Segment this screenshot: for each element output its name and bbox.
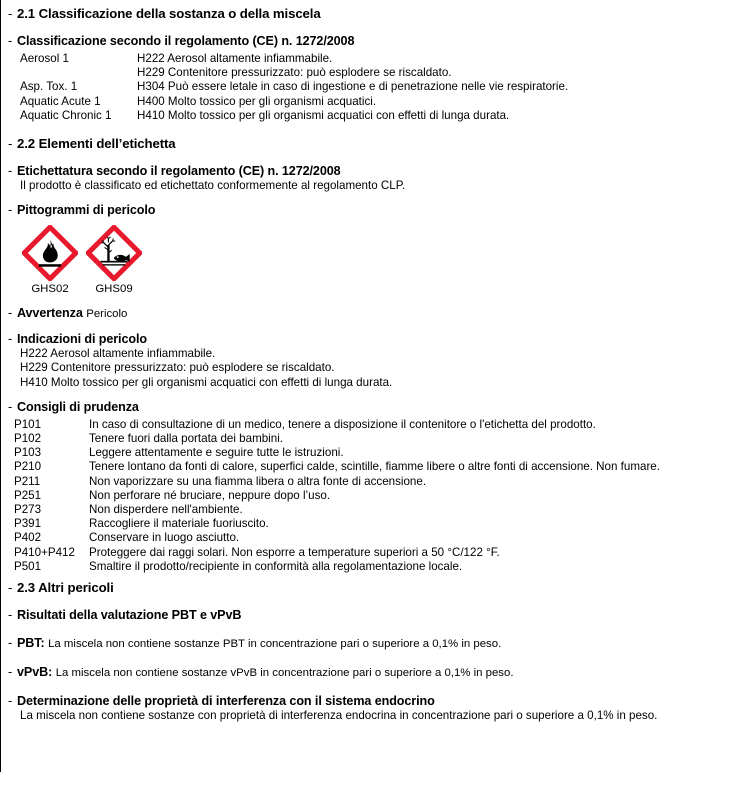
heading-pbt-assessment [0,608,745,623]
hazard-statement-cell: H304 Può essere letale in caso di ingestione e di penetrazione nelle vie respiratorie. [137,80,569,94]
precautionary-code-cell: P501 [14,559,42,573]
pbt-row [0,636,745,652]
heading-labelling-label: Etichettatura secondo il regolamento (CE) n. 1272/2008 [17,164,341,179]
vpvb-value: La miscela non contiene sostanze vPvB in concentrazione pari o superiore a 0,1% in peso. [55,667,514,680]
dash-bullet-icon: - [8,694,13,709]
dash-bullet-icon: - [8,6,13,21]
precautionary-text-cell: Non disperdere nell'ambiente. [89,503,243,517]
precautionary-text-cell: Leggere attentamente e seguire tutte le istruzioni. [89,446,344,460]
precautionary-code-cell: P210 [14,460,42,474]
hazard-class-cell [20,66,137,80]
precautionary-code-cell: P273 [14,503,42,517]
spacer [0,151,745,164]
hazard-class-cell: Aquatic Acute 1 [20,94,101,108]
precautionary-code-cell: P251 [14,488,42,502]
hazard-statement-cell: H410 Molto tossico per gli organismi acquatici con effetti di lunga durata. [137,108,510,122]
heading-section-2-3-label: 2.3 Altri pericoli [17,580,114,596]
heading-pbt-assessment-label: Risultati della valutazione PBT e vPvB [17,608,242,623]
precautionary-code-cell: P102 [14,432,42,446]
heading-section-2-1-label: 2.1 Classificazione della sostanza o della miscela [17,6,321,21]
pictogram-code-label: GHS02 [31,283,69,296]
pictogram-ghs02 [22,225,78,296]
signal-word-label: Avvertenza [17,306,83,321]
table-row [14,446,709,460]
table-row [14,531,709,545]
heading-pictograms [0,203,745,218]
heading-classification-label: Classificazione secondo il regolamento (CE) n. 1272/2008 [17,34,355,48]
spacer [0,623,745,636]
precautionary-text-cell: Tenere lontano da fonti di calore, superfici calde, scintille, fiamme libere o altre fonti di accensione. Non fumare. [89,460,660,474]
dash-bullet-icon: - [8,203,13,218]
dash-bullet-icon: - [8,665,13,680]
heading-section-2-1 [0,6,745,21]
heading-hazard-statements-label: Indicazioni di pericolo [17,332,147,347]
spacer [0,193,745,203]
spacer [0,681,745,694]
table-row [14,489,709,503]
signal-word-value: Pericolo [86,308,128,321]
precautionary-code-cell: P103 [14,446,42,460]
dash-bullet-icon: - [8,136,13,152]
heading-section-2-2 [0,136,745,151]
spacer [0,296,745,306]
hazard-statement-line: H229 Contenitore pressurizzato: può esplodere se riscaldato. [20,361,335,375]
vpvb-label: vPvB: [17,665,53,680]
pictogram-ghs09 [86,225,142,296]
precautionary-text-cell: Smaltire il prodotto/recipiente in conformità alla regolamentazione locale. [89,559,463,573]
heading-section-2-2-label: 2.2 Elementi dell’etichetta [17,136,176,152]
heading-precautionary-statements [0,400,745,415]
heading-classification [0,34,745,49]
table-row [14,475,709,489]
heading-pictograms-label: Pittogrammi di pericolo [17,203,156,218]
table-row [14,503,709,517]
dash-bullet-icon: - [8,34,13,48]
table-row [20,52,697,66]
table-row [14,546,709,560]
precautionary-code-cell: P402 [14,531,42,545]
labelling-text: Il prodotto è classificato ed etichettato conformemente al regolamento CLP. [20,179,406,193]
heading-endocrine [0,694,745,709]
table-row [14,517,709,531]
precautionary-text-cell: Tenere fuori dalla portata dei bambini. [89,432,283,446]
spacer [0,123,745,136]
pictogram-row [22,225,745,296]
heading-precautionary-statements-label: Consigli di prudenza [17,399,139,414]
flame-pictogram-icon [22,225,78,281]
spacer [0,652,745,665]
dash-bullet-icon: - [8,580,13,596]
table-row [14,460,709,474]
precautionary-text-cell: In caso di consultazione di un medico, tenere a disposizione il contenitore o l'etichetta del prodotto. [89,417,596,431]
environment-pictogram-icon [86,225,142,281]
spacer [0,595,745,608]
hazard-classification-table [20,52,697,123]
vpvb-row [0,665,745,681]
signal-word-row [0,306,745,322]
table-row [14,560,709,574]
heading-labelling [0,164,745,179]
precautionary-text-cell: Non perforare né bruciare, neppure dopo l’uso. [89,488,331,502]
table-row [20,80,697,94]
heading-endocrine-label: Determinazione delle proprietà di interferenza con il sistema endocrino [17,694,435,709]
hazard-statement-line: H410 Molto tossico per gli organismi acquatici con effetti di lunga durata. [20,375,393,389]
table-row [14,432,709,446]
table-row [20,95,697,109]
precautionary-text-cell: Raccogliere il materiale fuoriuscito. [89,517,269,531]
hazard-statement-cell: H400 Molto tossico per gli organismi acquatici. [137,94,377,108]
hazard-class-cell: Aerosol 1 [20,52,69,65]
spacer [0,21,745,34]
table-row [20,66,697,80]
dash-bullet-icon: - [8,636,13,651]
table-row [20,109,697,123]
heading-section-2-3 [0,580,745,595]
pictogram-code-label: GHS09 [95,283,133,296]
hazard-statement-cell: H222 Aerosol altamente infiammabile. [137,52,333,65]
hazard-class-cell: Aquatic Chronic 1 [20,108,112,122]
heading-hazard-statements [0,332,745,347]
hazard-statement-cell: H229 Contenitore pressurizzato: può esplodere se riscaldato. [137,66,452,80]
dash-bullet-icon: - [8,608,13,623]
precautionary-text-cell: Non vaporizzare su una fiamma libera o altra fonte di accensione. [89,474,427,488]
hazard-class-cell: Asp. Tox. 1 [20,80,78,94]
dash-bullet-icon: - [8,306,13,321]
precautionary-code-cell: P410+P412 [14,545,75,559]
pbt-label: PBT: [17,636,45,651]
spacer [0,390,745,400]
precautionary-code-cell: P391 [14,517,42,531]
table-row [14,418,709,432]
dash-bullet-icon: - [8,164,13,179]
dash-bullet-icon: - [8,332,13,347]
precautionary-code-cell: P101 [14,417,42,431]
precautionary-code-cell: P211 [14,474,41,488]
precautionary-text-cell: Proteggere dai raggi solari. Non esporre a temperature superiori a 50 °C/122 °F. [89,545,500,559]
precautionary-statements-table [14,418,709,574]
hazard-statement-line: H222 Aerosol altamente infiammabile. [20,347,216,361]
endocrine-text: La miscela non contiene sostanze con proprietà di interferenza endocrina in concentrazione pari o superiore a 0,1% in peso. [20,709,658,723]
spacer [0,322,745,332]
pbt-value: La miscela non contiene sostanze PBT in concentrazione pari o superiore a 0,1% in peso. [48,638,502,651]
precautionary-text-cell: Conservare in luogo asciutto. [89,531,240,545]
dash-bullet-icon: - [8,399,13,414]
